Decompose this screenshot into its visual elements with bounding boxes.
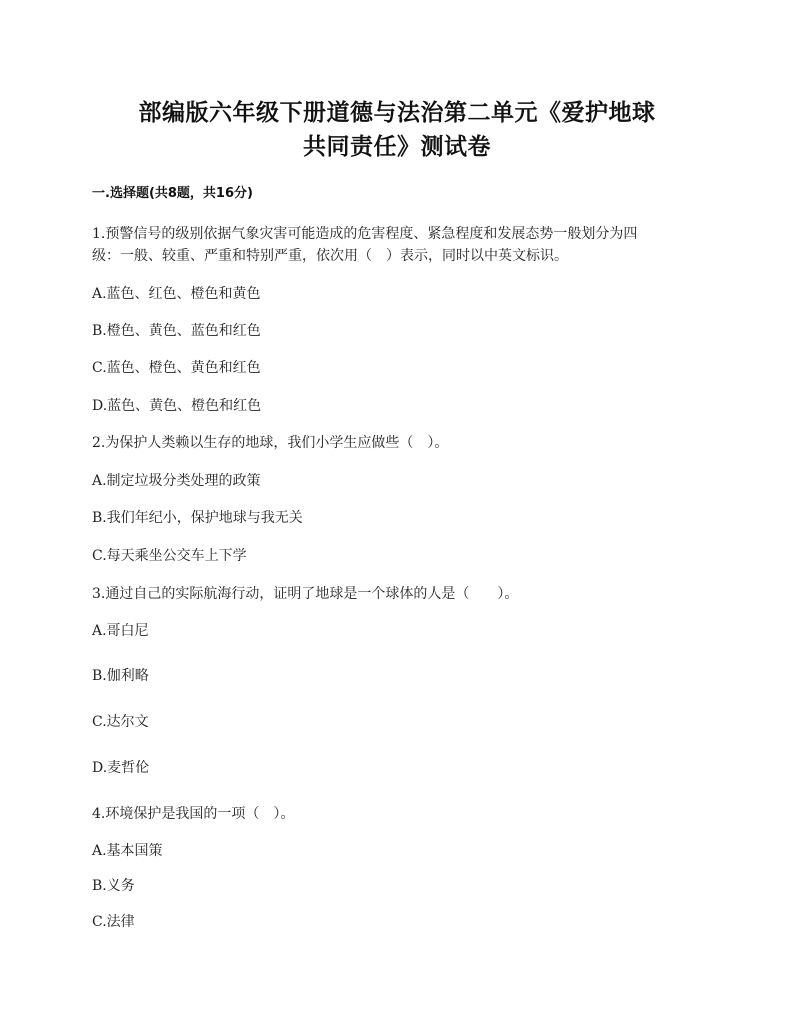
- question-4-option-b: B.义务: [92, 878, 135, 894]
- question-3-stem: 3.通过自己的实际航海行动，证明了地球是一个球体的人是（ ）。: [92, 586, 519, 602]
- question-3-option-a: A.哥白尼: [92, 623, 149, 639]
- question-3-option-d: D.麦哲伦: [92, 760, 150, 776]
- question-3-option-c: C.达尔文: [92, 714, 149, 730]
- question-1-option-b: B.橙色、黄色、蓝色和红色: [92, 323, 261, 339]
- question-2-option-a: A.制定垃圾分类处理的政策: [92, 473, 261, 489]
- question-3-option-b: B.伽利略: [92, 668, 149, 684]
- question-2-option-b: B.我们年纪小，保护地球与我无关: [92, 510, 303, 526]
- question-2-option-c: C.每天乘坐公交车上下学: [92, 548, 247, 564]
- question-1-stem-line-2: 级：一般、较重、严重和特别严重，依次用（ ）表示，同时以中英文标识。: [92, 248, 568, 264]
- question-1-option-d: D.蓝色、黄色、橙色和红色: [92, 398, 262, 414]
- question-4-option-a: A.基本国策: [92, 843, 163, 859]
- section-heading: 一.选择题(共8题，共16分): [92, 186, 253, 201]
- question-1-stem-line-1: 1.预警信号的级别依据气象灾害可能造成的危害程度、紧急程度和发展态势一般划分为四: [92, 226, 638, 242]
- question-1-option-a: A.蓝色、红色、橙色和黄色: [92, 286, 261, 302]
- question-4-option-c: C.法律: [92, 914, 135, 930]
- question-4-stem: 4.环境保护是我国的一项（ ）。: [92, 806, 295, 822]
- document-title-line-1: 部编版六年级下册道德与法治第二单元《爱护地球: [138, 100, 656, 126]
- question-2-stem: 2.为保护人类赖以生存的地球，我们小学生应做些（ ）。: [92, 435, 449, 451]
- document-title-line-2: 共同责任》测试卷: [303, 134, 491, 160]
- question-1-option-c: C.蓝色、橙色、黄色和红色: [92, 360, 261, 376]
